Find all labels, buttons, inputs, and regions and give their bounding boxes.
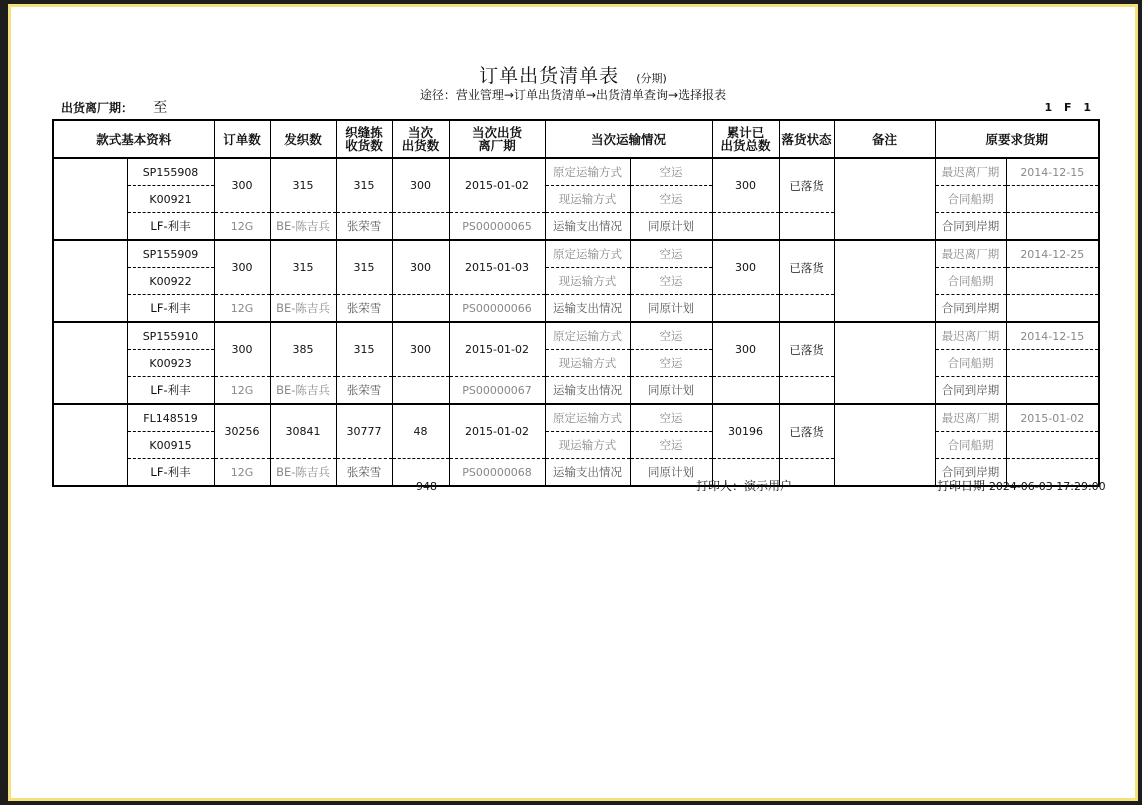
shipment-no: PS00000068 (449, 459, 545, 487)
table-header-row (53, 120, 1099, 158)
style-code: K00915 (127, 432, 214, 459)
shipped-qty: 48 (392, 404, 449, 459)
style-no: SP155910 (127, 322, 214, 350)
style-no: SP155908 (127, 158, 214, 186)
contract-ship-label: 合同船期 (935, 186, 1006, 213)
weave-qty: 315 (270, 240, 336, 295)
shipping-status: 已落货 (779, 404, 834, 459)
col-total-shipped: 累计已 出货总数 (712, 120, 779, 158)
report-subtitle: (分期) (636, 72, 667, 85)
style-code: K00923 (127, 350, 214, 377)
image-cell (53, 240, 127, 322)
weaver: BE-陈吉兵 (270, 213, 336, 241)
table-row (53, 213, 1099, 241)
leave-date: 2015-01-02 (449, 404, 545, 459)
planned-mode-label: 原定运输方式 (545, 404, 630, 432)
received-qty: 30777 (336, 404, 392, 459)
leave-date: 2015-01-02 (449, 158, 545, 213)
table-body (53, 158, 1099, 486)
staff: 张荣雪 (336, 295, 392, 323)
expense-value: 同原计划 (630, 459, 712, 487)
table-row (53, 268, 1099, 295)
planned-mode: 空运 (630, 158, 712, 186)
shipment-no: PS00000066 (449, 295, 545, 323)
style-no: FL148519 (127, 404, 214, 432)
col-current-shipped: 当次 出货数 (392, 120, 449, 158)
style-code: K00921 (127, 186, 214, 213)
planned-mode: 空运 (630, 404, 712, 432)
col-style-info: 款式基本资料 (53, 120, 214, 158)
shipping-status: 已落货 (779, 322, 834, 377)
order-qty: 300 (214, 322, 270, 377)
contract-arrive-label: 合同到岸期 (935, 459, 1006, 487)
empty-cell (779, 213, 834, 241)
contract-arrive-date (1006, 213, 1099, 241)
footer-print-date (937, 477, 1106, 494)
factory: LF-利丰 (127, 377, 214, 405)
style-no: SP155909 (127, 240, 214, 268)
shipment-no: PS00000065 (449, 213, 545, 241)
period-filter (61, 97, 167, 117)
gauge: 12G (214, 213, 270, 241)
table-row (53, 295, 1099, 323)
table-row (53, 404, 1099, 432)
order-qty: 300 (214, 158, 270, 213)
weaver: BE-陈吉兵 (270, 377, 336, 405)
contract-ship-label: 合同船期 (935, 268, 1006, 295)
table-row (53, 322, 1099, 350)
footer-count: 948 (416, 480, 437, 493)
shipping-status: 已落货 (779, 240, 834, 295)
empty-cell (779, 377, 834, 405)
report-paper (11, 7, 1135, 798)
empty-cell (712, 377, 779, 405)
empty-cell (392, 213, 449, 241)
navigation-path: 途径：营业管理→订单出货清单→出货清单查询→选择报表 (419, 88, 727, 102)
contract-ship-date (1006, 350, 1099, 377)
actual-mode-label: 现运输方式 (545, 268, 630, 295)
weave-qty: 385 (270, 322, 336, 377)
latest-date: 2014-12-15 (1006, 322, 1099, 350)
period-to: 至 (153, 100, 168, 116)
col-transport: 当次运输情况 (545, 120, 712, 158)
col-current-leave-date: 当次出货 离厂期 (449, 120, 545, 158)
latest-date: 2014-12-15 (1006, 158, 1099, 186)
report-frame (8, 4, 1138, 801)
table-row (53, 377, 1099, 405)
weaver: BE-陈吉兵 (270, 459, 336, 487)
latest-date: 2015-01-02 (1006, 404, 1099, 432)
image-cell (53, 158, 127, 240)
print-date-value: 2024-06-03 17:29:00 (988, 480, 1106, 493)
empty-cell (712, 213, 779, 241)
table-row (53, 158, 1099, 186)
weaver: BE-陈吉兵 (270, 295, 336, 323)
col-received-qty: 织缝拣 收货数 (336, 120, 392, 158)
col-required-date: 原要求货期 (935, 120, 1099, 158)
remark-cell (834, 322, 935, 404)
expense-label: 运输支出情况 (545, 295, 630, 323)
received-qty: 315 (336, 322, 392, 377)
col-weave-qty: 发织数 (270, 120, 336, 158)
remark-cell (834, 240, 935, 322)
latest-date-label: 最迟离厂期 (935, 240, 1006, 268)
actual-mode: 空运 (630, 186, 712, 213)
total-shipped: 300 (712, 158, 779, 213)
col-remark: 备注 (834, 120, 935, 158)
expense-label: 运输支出情况 (545, 213, 630, 241)
shipped-qty: 300 (392, 322, 449, 377)
contract-arrive-label: 合同到岸期 (935, 295, 1006, 323)
contract-arrive-date (1006, 377, 1099, 405)
col-status: 落货状态 (779, 120, 834, 158)
contract-ship-date (1006, 268, 1099, 295)
order-qty: 30256 (214, 404, 270, 459)
expense-value: 同原计划 (630, 213, 712, 241)
contract-arrive-date (1006, 295, 1099, 323)
image-cell (53, 322, 127, 404)
contract-ship-label: 合同船期 (935, 350, 1006, 377)
factory: LF-利丰 (127, 295, 214, 323)
total-shipped: 300 (712, 322, 779, 377)
actual-mode-label: 现运输方式 (545, 186, 630, 213)
expense-label: 运输支出情况 (545, 377, 630, 405)
shipped-qty: 300 (392, 158, 449, 213)
shipping-status: 已落货 (779, 158, 834, 213)
expense-value: 同原计划 (630, 377, 712, 405)
gauge: 12G (214, 459, 270, 487)
remark-cell (834, 158, 935, 240)
staff: 张荣雪 (336, 377, 392, 405)
style-code: K00922 (127, 268, 214, 295)
actual-mode: 空运 (630, 350, 712, 377)
actual-mode: 空运 (630, 432, 712, 459)
order-qty: 300 (214, 240, 270, 295)
leave-date: 2015-01-02 (449, 322, 545, 377)
latest-date-label: 最迟离厂期 (935, 404, 1006, 432)
report-title: 订单出货清单表 (479, 65, 620, 87)
shipped-qty: 300 (392, 240, 449, 295)
empty-cell (712, 295, 779, 323)
report-title-block (11, 61, 1135, 88)
latest-date: 2014-12-25 (1006, 240, 1099, 268)
planned-mode-label: 原定运输方式 (545, 240, 630, 268)
table-row (53, 186, 1099, 213)
contract-arrive-label: 合同到岸期 (935, 377, 1006, 405)
col-order-qty: 订单数 (214, 120, 270, 158)
actual-mode-label: 现运输方式 (545, 432, 630, 459)
contract-ship-date (1006, 186, 1099, 213)
weave-qty: 315 (270, 158, 336, 213)
leave-date: 2015-01-03 (449, 240, 545, 295)
shipment-table (52, 119, 1100, 487)
actual-mode: 空运 (630, 268, 712, 295)
image-cell (53, 404, 127, 486)
gauge: 12G (214, 295, 270, 323)
table-row (53, 350, 1099, 377)
shipment-no: PS00000067 (449, 377, 545, 405)
remark-cell (834, 404, 935, 486)
empty-cell (392, 377, 449, 405)
table-row (53, 240, 1099, 268)
planned-mode: 空运 (630, 240, 712, 268)
expense-label: 运输支出情况 (545, 459, 630, 487)
page-indicator: 1 F 1 (1044, 101, 1095, 114)
weave-qty: 30841 (270, 404, 336, 459)
total-shipped: 30196 (712, 404, 779, 459)
period-label: 出货离厂期： (61, 101, 134, 115)
factory: LF-利丰 (127, 459, 214, 487)
expense-value: 同原计划 (630, 295, 712, 323)
gauge: 12G (214, 377, 270, 405)
contract-ship-date (1006, 432, 1099, 459)
received-qty: 315 (336, 158, 392, 213)
contract-ship-label: 合同船期 (935, 432, 1006, 459)
empty-cell (392, 295, 449, 323)
planned-mode: 空运 (630, 322, 712, 350)
staff: 张荣雪 (336, 459, 392, 487)
factory: LF-利丰 (127, 213, 214, 241)
planned-mode-label: 原定运输方式 (545, 322, 630, 350)
table-row (53, 432, 1099, 459)
latest-date-label: 最迟离厂期 (935, 322, 1006, 350)
actual-mode-label: 现运输方式 (545, 350, 630, 377)
empty-cell (779, 295, 834, 323)
latest-date-label: 最迟离厂期 (935, 158, 1006, 186)
planned-mode-label: 原定运输方式 (545, 158, 630, 186)
contract-arrive-label: 合同到岸期 (935, 213, 1006, 241)
total-shipped: 300 (712, 240, 779, 295)
received-qty: 315 (336, 240, 392, 295)
print-date-label: 打印日期 (937, 479, 986, 493)
footer-printer: 打印人：演示用户 (696, 479, 793, 493)
staff: 张荣雪 (336, 213, 392, 241)
